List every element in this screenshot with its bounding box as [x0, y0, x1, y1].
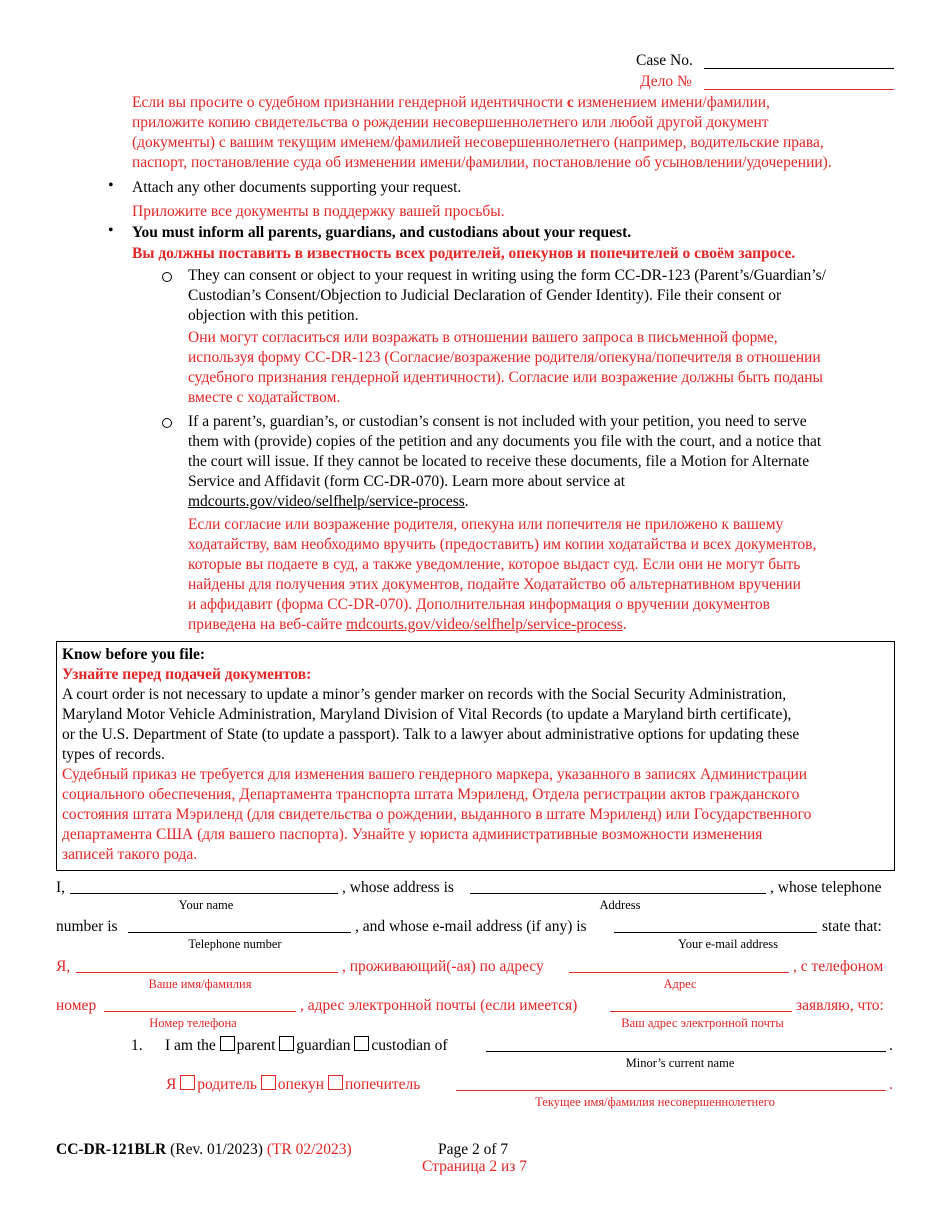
case-no-label: Case No.	[636, 52, 693, 69]
ya-label: Я,	[56, 958, 71, 975]
sub-bullet-circle-icon	[162, 418, 172, 428]
sub2-en-line: Service and Affidavit (form CC-DR-070). Learn more about service at	[188, 473, 626, 490]
case-no-field-ru[interactable]	[704, 74, 894, 90]
form-rev: (Rev. 01/2023)	[170, 1141, 263, 1158]
sub1-ru-paragraph	[188, 328, 823, 408]
living-at-label: , проживающий(-ая) по адресу	[342, 958, 544, 975]
parent-checkbox[interactable]	[220, 1036, 235, 1051]
address-caption-ru: Адрес	[663, 977, 697, 991]
minor-name-field[interactable]	[486, 1036, 886, 1052]
know-title-en: Know before you file:	[62, 646, 206, 663]
case-no-row-ru	[640, 72, 692, 92]
minor-name-caption: Minor’s current name	[625, 1056, 735, 1070]
bullet-dot: •	[108, 222, 114, 239]
sub2-en-line: them with (provide) copies of the petition and any documents you file with the court, and a notice that	[188, 433, 822, 450]
sub-bullet-circle-icon	[162, 272, 172, 282]
inform-ru: Вы должны поставить в известность всех родителей, опекунов и попечителей о своём запросе.	[132, 245, 796, 262]
number-is-label: number is	[56, 918, 118, 935]
address-caption: Address	[599, 898, 641, 912]
whose-address-label: , whose address is	[342, 879, 454, 896]
guardian-checkbox[interactable]	[279, 1036, 294, 1051]
service-process-link[interactable]: mdcourts.gov/video/selfhelp/service-process	[188, 493, 465, 510]
sub2-ru-line: и аффидавит (форма CC-DR-070). Дополнительная информация о вручении документов	[188, 596, 770, 613]
bullet-dot: •	[108, 177, 114, 194]
sub1-ru-line: вместе с ходатайством.	[188, 389, 341, 406]
sub2-en-line: If a parent’s, guardian’s, or custodian’s consent is not included with your petition, you need to serve	[188, 413, 807, 430]
know-body-ru-line: социального обеспечения, Департамента транспорта штата Мэриленд, Отдела регистрации актов гражданского	[62, 786, 800, 803]
item-number: 1.	[131, 1037, 143, 1054]
telephone-field[interactable]	[128, 917, 351, 933]
case-no-row	[636, 51, 693, 71]
intro-ru-line: приложите копию свидетельства о рождении несовершеннолетнего или любой другой документ	[132, 114, 769, 131]
know-body-en-line: types of records.	[62, 746, 165, 763]
ya-label: Я	[166, 1076, 177, 1093]
know-title-ru: Узнайте перед подачей документов:	[62, 666, 312, 683]
telephone-field-ru[interactable]	[104, 996, 296, 1012]
intro-ru-line: паспорт, постановление суда об изменении имени/фамилии, постановление об усыновлении/удочерении).	[132, 154, 832, 171]
form-tr: (TR 02/2023)	[266, 1141, 352, 1158]
custodian-checkbox[interactable]	[354, 1036, 369, 1051]
email-field[interactable]	[614, 917, 817, 933]
period: .	[889, 1037, 893, 1054]
guardian-label: guardian	[296, 1037, 351, 1054]
sub1-en-paragraph	[188, 266, 826, 326]
with-phone-label: , с телефоном	[793, 958, 884, 975]
sub1-en-line: Custodian’s Consent/Objection to Judicial Declaration of Gender Identity). File their consent or	[188, 287, 782, 304]
sub1-ru-line: судебного признания гендерной идентичности). Согласие или возражение должны быть поданы	[188, 369, 823, 386]
guardian-checkbox-ru[interactable]	[261, 1075, 276, 1090]
know-body-en-line: or the U.S. Department of State (to update a passport). Talk to a lawyer about administrative options for updating these	[62, 726, 800, 743]
attach-ru: Приложите все документы в поддержку вашей просьбы.	[132, 203, 505, 220]
sub1-en-line: objection with this petition.	[188, 307, 359, 324]
period: .	[622, 616, 627, 633]
know-body-ru-line: записей такого рода.	[62, 846, 198, 863]
case-no-field[interactable]	[704, 53, 894, 69]
email-field-ru[interactable]	[610, 996, 792, 1012]
parent-label-ru: родитель	[197, 1076, 257, 1093]
sub2-ru-line: которые вы подаете в суд, а также уведомление, которое выдаст суд. Если они не могут быть	[188, 556, 801, 573]
know-body-ru-line: департамента США (для вашего паспорта). Узнайте у юриста административные возможности изменения	[62, 826, 763, 843]
minor-name-field-ru[interactable]	[456, 1075, 886, 1091]
sub2-ru-line: Если согласие или возражение родителя, опекуна или попечителя не приложено к вашему	[188, 516, 784, 533]
sub2-ru-line: приведена на веб-сайте	[188, 616, 347, 633]
your-name-caption-ru: Ваше имя/фамилия	[148, 977, 252, 991]
your-name-caption: Your name	[178, 898, 234, 912]
sub1-en-line: They can consent or object to your request in writing using the form CC-DR-123 (Parent’s/Guardian’s/	[188, 267, 826, 284]
service-process-link-ru[interactable]: mdcourts.gov/video/selfhelp/service-process	[346, 616, 623, 633]
attach-en: Attach any other documents supporting your request.	[132, 179, 462, 196]
form-id: CC-DR-121BLR	[56, 1141, 167, 1158]
custodian-checkbox-ru[interactable]	[328, 1075, 343, 1090]
know-body-en-line: Maryland Motor Vehicle Administration, Maryland Division of Vital Records (to update a Maryland birth certificate),	[62, 706, 792, 723]
declare-label: заявляю, что:	[796, 997, 884, 1014]
item1-row	[165, 1036, 448, 1056]
sub1-ru-line: используя форму CC-DR-123 (Согласие/возражение родителя/опекуна/попечителя в отношении	[188, 349, 821, 366]
know-body-en-line: A court order is not necessary to update a minor’s gender marker on records with the Social Security Administration,	[62, 686, 787, 703]
guardian-label-ru: опекун	[277, 1076, 325, 1093]
email-ru-label: , адрес электронной почты (если имеется)	[300, 997, 578, 1014]
know-before-content	[62, 645, 811, 865]
inform-en: You must inform all parents, guardians, and custodians about your request.	[132, 224, 632, 241]
custodian-label-ru: попечитель	[344, 1076, 421, 1093]
and-email-label: , and whose e-mail address (if any) is	[355, 918, 587, 935]
intro-ru-emphasis: с	[566, 94, 574, 111]
email-caption-ru: Ваш адрес электронной почты	[621, 1016, 784, 1030]
intro-ru-line: (документы) с вашим текущим именем/фамилией несовершеннолетнего (например, водительские права,	[132, 134, 824, 151]
i-am-the-label: I am the	[165, 1037, 216, 1054]
sub2-ru-line: ходатайству, вам необходимо вручить (предоставить) им копии ходатайства и всех документов,	[188, 536, 817, 553]
state-that-label: state that:	[822, 918, 882, 935]
telephone-caption: Telephone number	[188, 937, 282, 951]
sub2-ru-paragraph	[188, 515, 816, 635]
intro-ru-line: Если вы просите о судебном признании гендерной идентичности	[132, 94, 563, 111]
nomer-label: номер	[56, 997, 97, 1014]
intro-ru-line: изменением имени/фамилии,	[577, 94, 770, 111]
period: .	[889, 1076, 893, 1093]
footer-form-id	[56, 1140, 352, 1160]
custodian-of-label: custodian of	[371, 1037, 448, 1054]
sub1-ru-line: Они могут согласиться или возражать в отношении вашего запроса в письменной форме,	[188, 329, 778, 346]
period: .	[464, 493, 469, 510]
parent-label: parent	[236, 1037, 276, 1054]
sub2-en-paragraph	[188, 412, 821, 512]
telephone-caption-ru: Номер телефона	[149, 1016, 237, 1030]
address-field-ru[interactable]	[569, 957, 789, 973]
sub2-ru-line: найдены для получения этих документов, подайте Ходатайство об альтернативном вручении	[188, 576, 801, 593]
minor-name-caption-ru: Текущее имя/фамилия несовершеннолетнего	[535, 1095, 775, 1109]
know-body-ru-line: Судебный приказ не требуется для изменения вашего гендерного маркера, указанного в записях Администрации	[62, 766, 808, 783]
intro-ru-paragraph	[132, 93, 832, 173]
know-body-ru-line: состояния штата Мэриленд (для свидетельства о рождении, выданного в штате Мэриленд) или Государственного	[62, 806, 812, 823]
whose-phone-label: , whose telephone	[770, 879, 882, 896]
page-number-ru: Страница 2 из 7	[422, 1158, 528, 1175]
i-label: I,	[56, 879, 66, 896]
address-field[interactable]	[470, 878, 766, 894]
page-number: Page 2 of 7	[438, 1141, 509, 1158]
item1-row-ru	[166, 1075, 420, 1095]
parent-checkbox-ru[interactable]	[180, 1075, 195, 1090]
case-no-label-ru: Дело №	[640, 73, 692, 90]
your-name-field[interactable]	[70, 878, 338, 894]
sub2-en-line: the court will issue. If they cannot be located to receive these documents, file a Motion for Alternate	[188, 453, 810, 470]
email-caption: Your e-mail address	[677, 937, 779, 951]
your-name-field-ru[interactable]	[76, 957, 338, 973]
